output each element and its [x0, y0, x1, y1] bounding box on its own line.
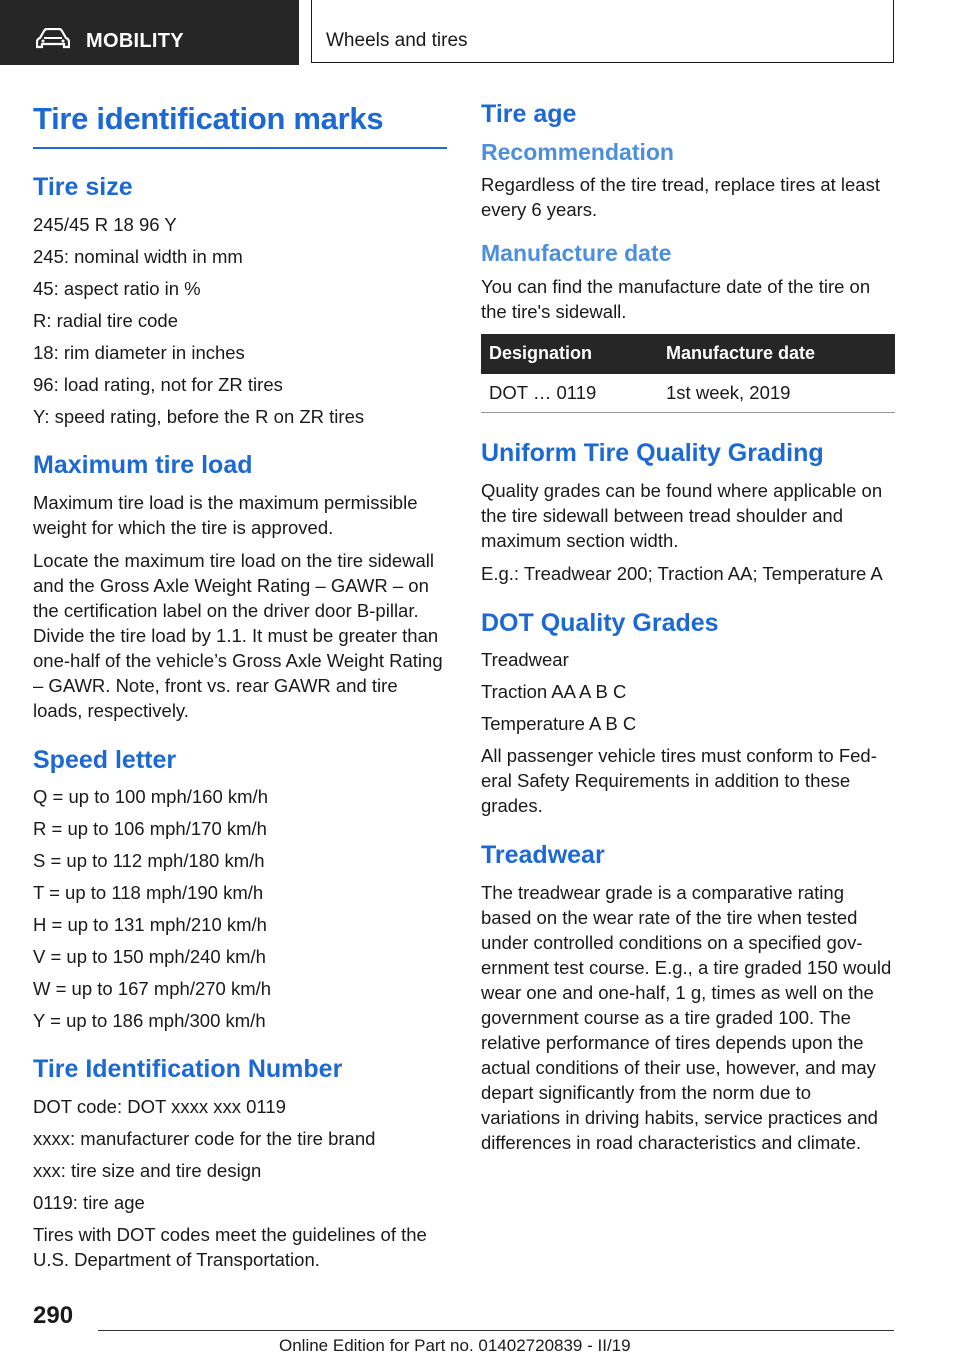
manufacture-date-text: You can find the manufacture date of the tire on the tire's sidewall. [481, 275, 871, 322]
max-load-heading: Maximum tire load [33, 450, 253, 479]
tire-size-line: Y: speed rating, before the R on ZR tires [33, 405, 365, 427]
speed-line: Q = up to 100 mph/160 km/h [33, 786, 268, 808]
dot-grades-text: All passenger vehicle tires must conform to Fed‐eral Safety Requirements in addition to these grades. [481, 745, 877, 817]
section-header [0, 0, 299, 65]
section-title: MOBILITY [86, 30, 184, 52]
chapter-title: Wheels and tires [326, 30, 468, 51]
manufacture-date-heading: Manufacture date [481, 240, 672, 267]
treadwear-text: The treadwear grade is a comparative rating based on the wear rate of the tire when tested under controlled conditions on a specified gov‐ernment test course. E.g., a tire graded 150 would wear one and one-half, 1 g, times as well on the government course as a tire graded 100. The relative performance of tires depends upon the actual conditions of their use, however, and may depart significantly from the norm due to variations in driving habits, service practices and differences in road characteristics and climate. [481, 882, 892, 1154]
speed-line: H = up to 131 mph/210 km/h [33, 914, 267, 936]
speed-letter-heading: Speed letter [33, 745, 177, 774]
speed-line: T = up to 118 mph/190 km/h [33, 882, 264, 904]
tin-line: 0119: tire age [33, 1192, 145, 1214]
manufacture-date-table [481, 334, 895, 413]
speed-line: V = up to 150 mph/240 km/h [33, 946, 266, 968]
tin-line: xxx: tire size and tire design [33, 1160, 262, 1182]
recommendation-heading: Recommendation [481, 138, 674, 165]
table-cell: 1st week, 2019 [658, 374, 895, 413]
speed-line: R = up to 106 mph/170 km/h [33, 818, 267, 840]
title-rule [33, 147, 447, 149]
speed-line: Y = up to 186 mph/300 km/h [33, 1010, 266, 1032]
utqg-text: E.g.: Treadwear 200; Traction AA; Temperature A [481, 562, 883, 584]
dot-grade-line: Temperature A B C [481, 713, 637, 735]
right-column [481, 100, 895, 1163]
speed-line: S = up to 112 mph/180 km/h [33, 850, 265, 872]
tire-size-line: 245/45 R 18 96 Y [33, 213, 177, 235]
dot-grade-line: Traction AA A B C [481, 681, 627, 703]
chapter-header [311, 0, 894, 63]
tire-size-line: 96: load rating, not for ZR tires [33, 373, 283, 395]
table-row [481, 374, 895, 413]
utqg-heading: Uniform Tire Quality Grading [481, 438, 824, 467]
table-header: Manufacture date [658, 334, 895, 374]
tin-line: DOT code: DOT xxxx xxx 0119 [33, 1096, 286, 1118]
page-number: 290 [33, 1302, 74, 1329]
page-title: Tire identification marks [33, 101, 384, 136]
utqg-text: Quality grades can be found where applicable on the tire sidewall between tread shoulder and maximum section width. [481, 479, 883, 551]
car-icon [36, 28, 70, 55]
tire-size-heading: Tire size [33, 173, 133, 202]
tire-age-heading: Tire age [481, 100, 577, 128]
tin-heading: Tire Identification Number [33, 1055, 343, 1084]
tin-line: xxxx: manufacturer code for the tire brand [33, 1128, 376, 1150]
left-column [33, 100, 447, 1280]
tire-size-line: R: radial tire code [33, 309, 178, 331]
tire-size-line: 45: aspect ratio in % [33, 277, 201, 299]
dot-grades-heading: DOT Quality Grades [481, 608, 719, 637]
max-load-text: Locate the maximum tire load on the tire sidewall and the Gross Axle Weight Rating – GAWR – on the certification label on the driver door B-pillar. Divide the tire load by 1.1. It must be greater than one-half of the vehicle’s Gross Axle Weight Rating – GAWR. Note, front vs. rear GAWR and tire loads, respectively. [33, 549, 443, 721]
tin-text: Tires with DOT codes meet the guidelines of the U.S. Department of Transportation. [33, 1224, 427, 1271]
footer-rule [98, 1330, 894, 1331]
edition-note: Online Edition for Part no. 01402720839 - II/19 [279, 1336, 631, 1355]
dot-grade-line: Treadwear [481, 649, 569, 671]
speed-line: W = up to 167 mph/270 km/h [33, 978, 272, 1000]
tire-size-line: 18: rim diameter in inches [33, 341, 245, 363]
max-load-text: Maximum tire load is the maximum permissible weight for which the tire is approved. [33, 491, 418, 538]
table-cell: DOT … 0119 [481, 374, 658, 413]
tire-size-line: 245: nominal width in mm [33, 245, 243, 267]
table-header: Designation [481, 334, 658, 374]
treadwear-heading: Treadwear [481, 841, 605, 870]
recommendation-text: Regardless of the tire tread, replace tires at least every 6 years. [481, 174, 880, 221]
